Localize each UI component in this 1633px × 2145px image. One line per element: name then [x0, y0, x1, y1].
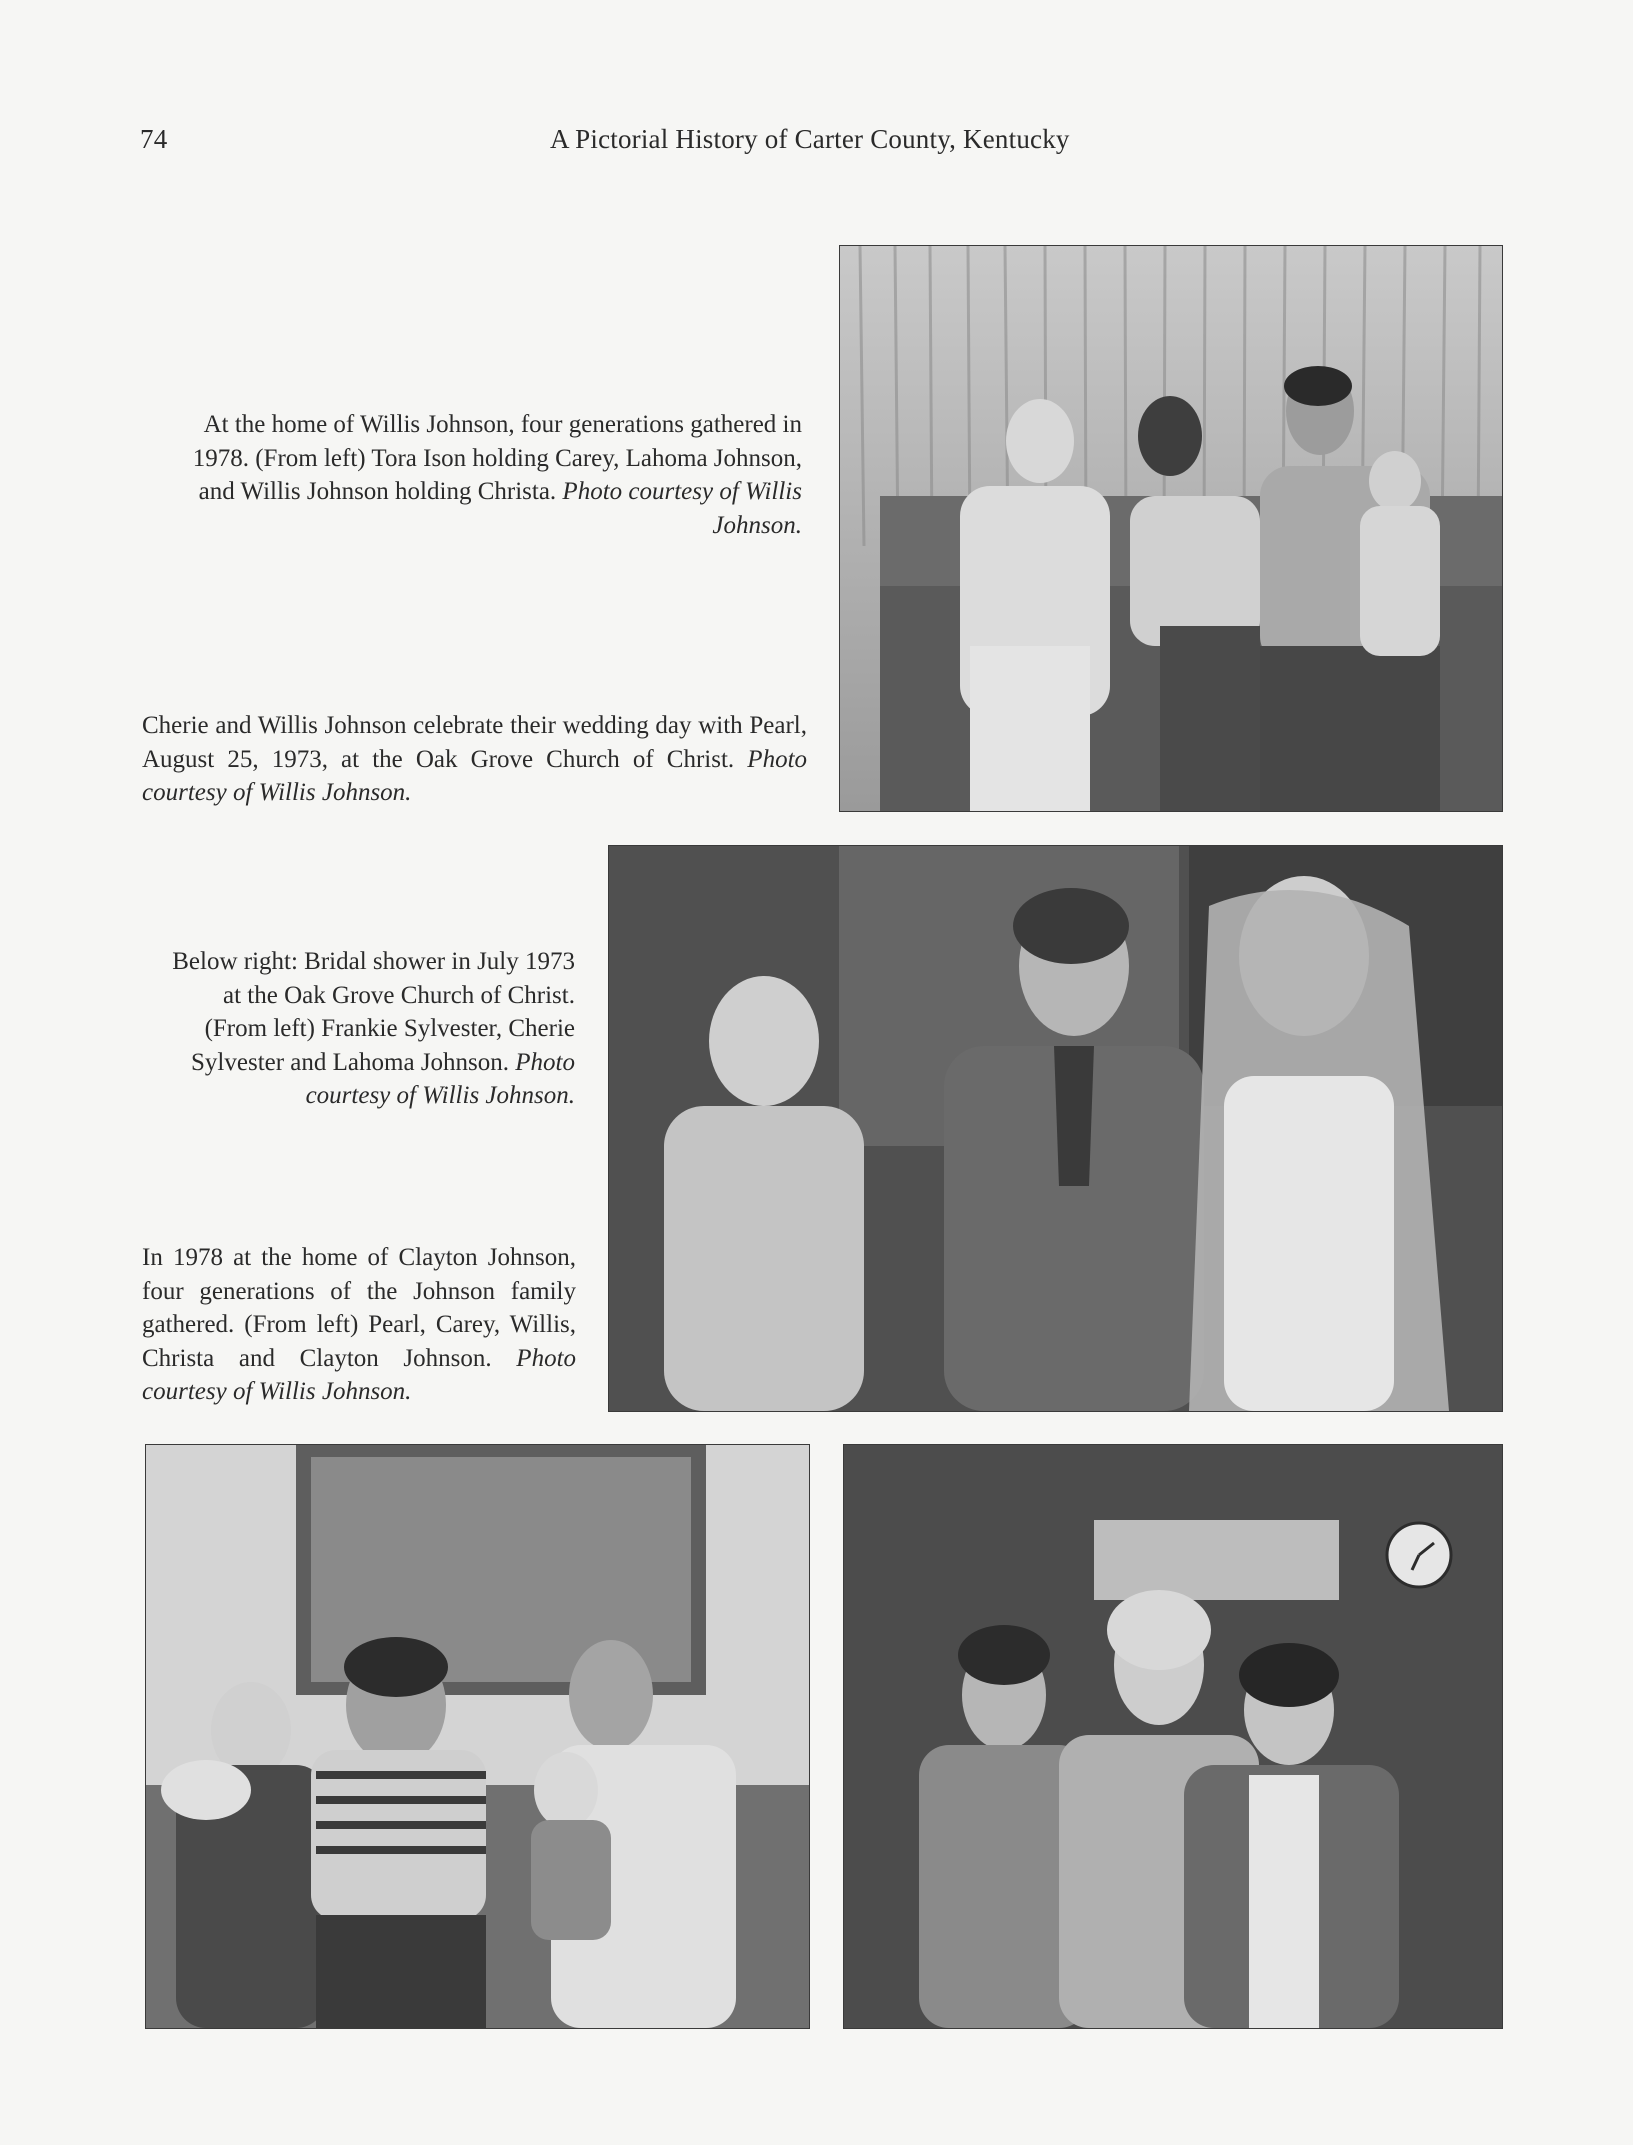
page-number: 74	[140, 124, 168, 154]
photo-wedding-day	[608, 845, 1503, 1412]
caption-text: At the home of Willis Johnson, four generations gathered in 1978. (From left) Tora Ison holding Carey, Lahoma Johnson, and Willis Johnson holding Christa.	[192, 411, 802, 505]
caption-bridal-shower	[160, 945, 575, 1113]
photo-four-generations-clayton	[145, 1444, 810, 2029]
caption-four-generations-willis	[160, 408, 802, 542]
photo-credit: Photo courtesy of Willis Johnson.	[305, 1048, 575, 1109]
caption-text: In 1978 at the home of Clayton Johnson, four generations of the Johnson family gathered. (From left) Pearl, Carey, Willis, Christa and Clayton Johnson.	[142, 1244, 576, 1372]
running-title: A Pictorial History of Carter County, Kentucky	[550, 124, 1070, 154]
caption-text: Cherie and Willis Johnson celebrate their wedding day with Pearl, August 25, 1973, at the Oak Grove Church of Christ.	[142, 712, 807, 773]
photo-four-generations-willis	[839, 245, 1503, 812]
photo-bridal-shower	[843, 1444, 1503, 2029]
caption-wedding-day	[142, 709, 807, 810]
photo-credit: Photo courtesy of Willis Johnson.	[142, 1344, 577, 1405]
caption-text: Below right: Bridal shower in July 1973 at the Oak Grove Church of Christ. (From left) Frankie Sylvester, Cherie Sylvester and Lahoma Johnson.	[172, 948, 575, 1076]
photo-credit: Photo courtesy of Willis Johnson.	[562, 478, 802, 539]
photo-credit: Photo courtesy of Willis Johnson.	[142, 745, 808, 806]
caption-four-generations-clayton	[142, 1241, 576, 1409]
